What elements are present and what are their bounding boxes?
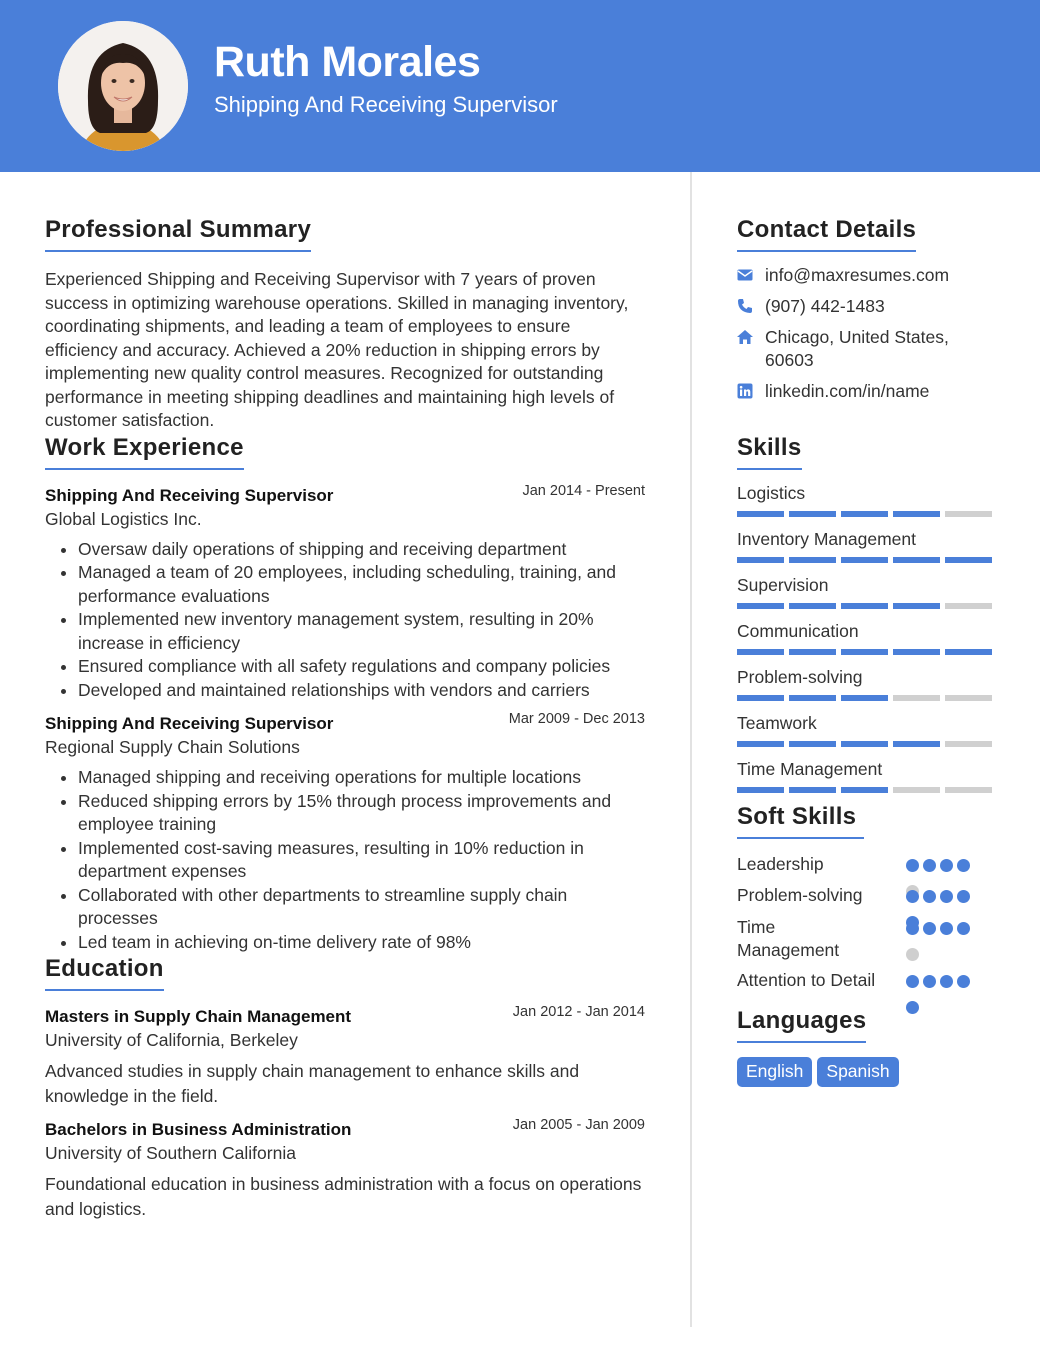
- skill-level-segment: [893, 511, 940, 517]
- languages-list: [737, 1057, 997, 1087]
- job-bullet: • Implemented cost-saving measures, resulting in 10% reduction in department expenses: [78, 837, 645, 884]
- skills-heading: Skills: [737, 434, 802, 470]
- language-badge: Spanish: [817, 1057, 898, 1087]
- skill-level-segment: [841, 695, 888, 701]
- location-text: Chicago, United States, 60603: [765, 327, 949, 370]
- soft-skill-name: Attention to Detail: [737, 970, 876, 990]
- skill-level-segment: [737, 557, 784, 563]
- linkedin-icon: [737, 380, 765, 399]
- skill-name: Time Management: [737, 759, 883, 779]
- soft-skill-item: [737, 916, 997, 962]
- email-text[interactable]: info@maxresumes.com: [765, 265, 950, 285]
- job-role: Shipping And Receiving Supervisor: [45, 714, 334, 733]
- skill-level-segment: [737, 741, 784, 747]
- skill-level-segment: [841, 741, 888, 747]
- job-company: Regional Supply Chain Solutions: [45, 737, 300, 757]
- languages-section: [737, 1007, 997, 1087]
- soft-skill-name: Leadership: [737, 854, 824, 874]
- job-entry: [45, 482, 645, 703]
- skill-name: Inventory Management: [737, 529, 916, 549]
- phone-icon: [737, 295, 765, 314]
- job-date: Jan 2014 - Present: [522, 482, 645, 499]
- skill-item: [737, 666, 997, 701]
- job-bullet: • Implemented new inventory management system, resulting in 20% increase in efficiency: [78, 608, 645, 655]
- school-name: University of Southern California: [45, 1143, 296, 1163]
- skill-level-segment: [945, 695, 992, 701]
- education-heading: Education: [45, 955, 164, 991]
- job-bullet: • Developed and maintained relationships with vendors and carriers: [78, 679, 645, 703]
- job-bullets: [45, 538, 645, 703]
- skill-level-segment: [737, 787, 784, 793]
- experience-heading: Work Experience: [45, 434, 244, 470]
- skill-level-segment: [893, 649, 940, 655]
- soft-skill-rating: [906, 975, 978, 1014]
- rating-dot: [906, 922, 919, 935]
- soft-skill-item: [737, 853, 997, 877]
- contact-location: [737, 326, 997, 372]
- skill-level-segment: [737, 511, 784, 517]
- soft-skills-heading: Soft Skills: [737, 803, 864, 839]
- skill-item: [737, 712, 997, 747]
- skill-level-bar: [737, 603, 997, 609]
- summary-section: [45, 216, 645, 433]
- candidate-name: Ruth Morales: [214, 38, 481, 86]
- soft-skill-rating: [906, 922, 978, 961]
- skill-level-bar: [737, 649, 997, 655]
- education-section: [45, 955, 645, 1221]
- job-bullet: • Led team in achieving on-time delivery rate of 98%: [78, 931, 645, 955]
- skill-level-segment: [789, 603, 836, 609]
- rating-dot: [940, 922, 953, 935]
- skill-level-segment: [737, 603, 784, 609]
- rating-dot: [940, 859, 953, 872]
- column-divider: [690, 172, 692, 1327]
- skill-level-segment: [789, 741, 836, 747]
- rating-dot: [923, 922, 936, 935]
- skill-level-segment: [737, 649, 784, 655]
- skill-level-segment: [841, 511, 888, 517]
- skill-level-segment: [945, 787, 992, 793]
- education-date: Jan 2005 - Jan 2009: [512, 1117, 645, 1133]
- job-company: Global Logistics Inc.: [45, 508, 202, 529]
- summary-heading: Professional Summary: [45, 216, 311, 252]
- soft-skills-list: [737, 853, 997, 993]
- education-description: Foundational education in business administration with a focus on operations and logistics.: [45, 1174, 642, 1219]
- rating-dot: [906, 890, 919, 903]
- skill-level-segment: [841, 557, 888, 563]
- rating-dot: [906, 859, 919, 872]
- home-icon: [737, 326, 765, 345]
- skill-name: Teamwork: [737, 713, 817, 733]
- skill-level-segment: [893, 557, 940, 563]
- skill-level-segment: [789, 649, 836, 655]
- skill-level-bar: [737, 695, 997, 701]
- language-badge: English: [737, 1057, 812, 1087]
- skill-level-segment: [841, 603, 888, 609]
- rating-dot: [906, 1001, 919, 1014]
- skill-level-segment: [893, 741, 940, 747]
- side-column: [737, 216, 997, 1087]
- skill-level-segment: [945, 741, 992, 747]
- skill-level-segment: [945, 603, 992, 609]
- soft-skill-name: Time Management: [737, 917, 840, 960]
- skill-level-segment: [841, 649, 888, 655]
- school-name: University of California, Berkeley: [45, 1030, 298, 1050]
- soft-skill-item: [737, 884, 997, 908]
- rating-dot: [923, 859, 936, 872]
- rating-dot: [957, 890, 970, 903]
- skill-level-segment: [945, 649, 992, 655]
- skill-level-segment: [841, 787, 888, 793]
- job-bullet: • Managed shipping and receiving operations for multiple locations: [78, 766, 645, 790]
- skill-level-segment: [893, 603, 940, 609]
- envelope-icon: [737, 264, 765, 283]
- summary-text: Experienced Shipping and Receiving Supervisor with 7 years of proven success in optimizing warehouse operations. Skilled in managing inventory, coordinating shipments, and leading a team of employees to ensure efficiency and accuracy. Achieved a 20% reduction in shipping errors by implementing new quality control measures. Recognized for outstanding performance in meeting shipping deadlines and maintaining high levels of customer satisfaction.: [45, 269, 629, 430]
- profile-photo: [58, 21, 188, 151]
- soft-skill-item: [737, 969, 997, 993]
- skill-level-bar: [737, 741, 997, 747]
- skills-section: [737, 434, 997, 793]
- candidate-title: Shipping And Receiving Supervisor: [214, 92, 558, 117]
- rating-dot: [923, 975, 936, 988]
- job-bullet: • Collaborated with other departments to streamline supply chain processes: [78, 884, 645, 931]
- job-bullets: [45, 766, 645, 954]
- rating-dot: [957, 975, 970, 988]
- skill-level-segment: [737, 695, 784, 701]
- job-bullet: • Ensured compliance with all safety regulations and company policies: [78, 655, 645, 679]
- skills-list: [737, 482, 997, 793]
- job-bullet: • Oversaw daily operations of shipping and receiving department: [78, 538, 645, 562]
- skill-name: Problem-solving: [737, 667, 863, 687]
- soft-skill-name: Problem-solving: [737, 885, 863, 905]
- skill-item: [737, 528, 997, 563]
- skill-item: [737, 574, 997, 609]
- education-entry: [45, 1004, 645, 1108]
- main-column: [45, 216, 645, 1221]
- job-role: Shipping And Receiving Supervisor: [45, 485, 334, 505]
- portrait-image: [58, 21, 188, 151]
- job-date: Mar 2009 - Dec 2013: [508, 711, 645, 727]
- rating-dot: [923, 890, 936, 903]
- degree-name: Masters in Supply Chain Management: [45, 1007, 352, 1026]
- skill-level-bar: [737, 787, 997, 793]
- education-date: Jan 2012 - Jan 2014: [512, 1004, 645, 1020]
- skill-name: Communication: [737, 621, 859, 641]
- rating-dot: [940, 975, 953, 988]
- skill-item: [737, 758, 997, 793]
- job-bullet: • Reduced shipping errors by 15% through process improvements and employee training: [78, 790, 645, 837]
- contact-linkedin: [737, 380, 997, 403]
- contact-email: [737, 264, 997, 287]
- skill-name: Supervision: [737, 575, 829, 595]
- skill-level-segment: [789, 787, 836, 793]
- phone-text: (907) 442-1483: [765, 296, 885, 316]
- skill-level-bar: [737, 557, 997, 563]
- linkedin-text[interactable]: linkedin.com/in/name: [765, 381, 930, 401]
- degree-name: Bachelors in Business Administration: [45, 1120, 352, 1139]
- rating-dot: [957, 859, 970, 872]
- skill-level-segment: [945, 557, 992, 563]
- languages-heading: Languages: [737, 1007, 866, 1043]
- skill-level-segment: [789, 695, 836, 701]
- skill-name: Logistics: [737, 483, 806, 503]
- education-description: Advanced studies in supply chain management to enhance skills and knowledge in the field.: [45, 1061, 580, 1106]
- contact-phone: [737, 295, 997, 318]
- education-entry: [45, 1117, 645, 1221]
- experience-section: [45, 434, 645, 955]
- skill-item: [737, 482, 997, 517]
- header-banner: [0, 0, 1040, 172]
- contact-heading: Contact Details: [737, 216, 916, 252]
- rating-dot: [906, 975, 919, 988]
- job-bullet: • Managed a team of 20 employees, including scheduling, training, and performance evaluations: [78, 561, 645, 608]
- skill-item: [737, 620, 997, 655]
- skill-level-segment: [893, 787, 940, 793]
- rating-dot: [906, 948, 919, 961]
- skill-level-segment: [893, 695, 940, 701]
- skill-level-segment: [945, 511, 992, 517]
- skill-level-segment: [789, 511, 836, 517]
- job-entry: [45, 711, 645, 954]
- skill-level-segment: [789, 557, 836, 563]
- rating-dot: [957, 922, 970, 935]
- soft-skills-section: [737, 803, 997, 993]
- rating-dot: [940, 890, 953, 903]
- skill-level-bar: [737, 511, 997, 517]
- contact-section: [737, 216, 997, 403]
